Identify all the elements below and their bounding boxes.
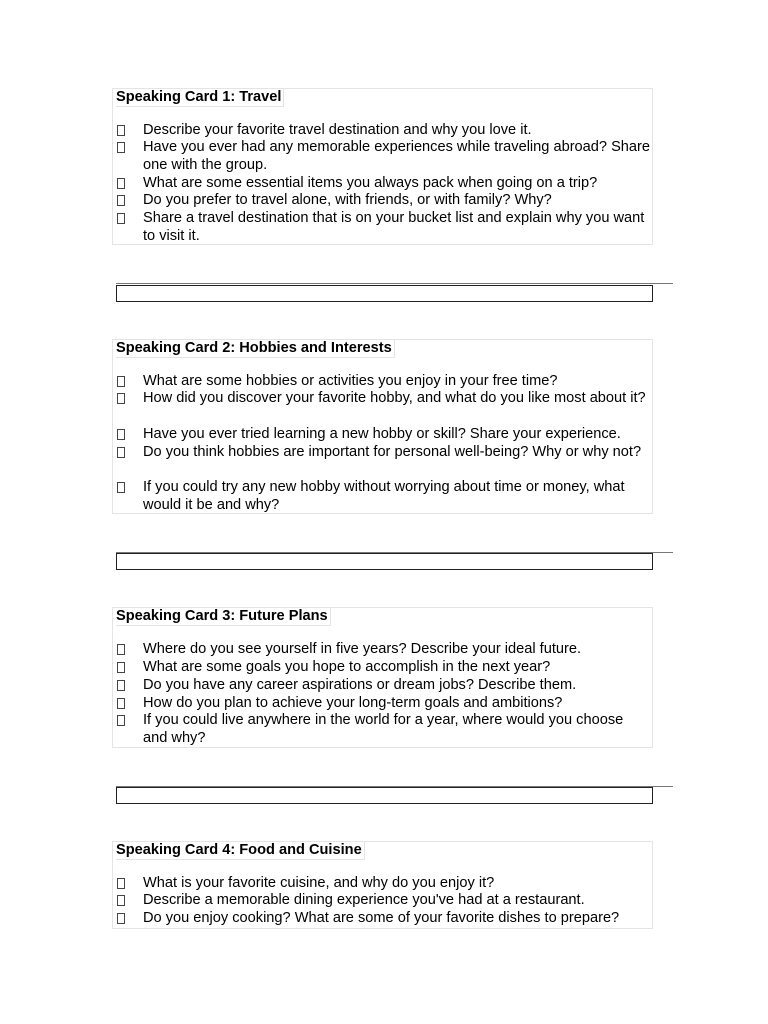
speaking-card-3 (112, 607, 653, 748)
item-text: Have you ever had any memorable experiences while traveling abroad? Share one with the group. (143, 139, 651, 173)
bullet-box-icon (117, 376, 125, 387)
item-text: Do you enjoy cooking? What are some of your favorite dishes to prepare? (143, 910, 620, 926)
bullet-box-icon (117, 680, 125, 691)
item-text: Describe a memorable dining experience you've had at a restaurant. (143, 892, 585, 908)
item-text: What are some essential items you always pack when going on a trip? (143, 175, 598, 191)
bullet-box-icon (117, 878, 125, 889)
item-text: How did you discover your favorite hobby, and what do you like most about it? (143, 390, 646, 406)
item-text: What is your favorite cuisine, and why do you enjoy it? (143, 875, 495, 891)
bullet-box-icon (117, 482, 125, 493)
bullet-box-icon (117, 213, 125, 224)
item-text: How do you plan to achieve your long-term goals and ambitions? (143, 695, 563, 711)
speaking-card-4 (112, 841, 653, 929)
bullet-box-icon (117, 644, 125, 655)
separator-line (116, 283, 673, 284)
item-text: If you could try any new hobby without worrying about time or money, what would it be and why? (143, 479, 625, 513)
item-text: Where do you see yourself in five years? Describe your ideal future. (143, 641, 582, 657)
item-text: Do you think hobbies are important for personal well-being? Why or why not? (143, 444, 642, 460)
bullet-box-icon (117, 429, 125, 440)
bullet-box-icon (117, 195, 125, 206)
card-title: Speaking Card 1: Travel (116, 89, 284, 107)
item-text: If you could live anywhere in the world for a year, where would you choose and why? (143, 712, 624, 746)
separator-box (116, 553, 653, 570)
bullet-box-icon (117, 662, 125, 673)
card-title: Speaking Card 4: Food and Cuisine (116, 842, 365, 860)
item-text: Have you ever tried learning a new hobby or skill? Share your experience. (143, 426, 621, 442)
bullet-box-icon (117, 913, 125, 924)
item-text: Share a travel destination that is on your bucket list and explain why you want to visit it. (143, 210, 645, 244)
card-title: Speaking Card 3: Future Plans (116, 608, 331, 626)
item-text: Describe your favorite travel destination and why you love it. (143, 122, 532, 138)
bullet-box-icon (117, 393, 125, 404)
bullet-box-icon (117, 715, 125, 726)
speaking-card-1 (112, 88, 653, 245)
item-text: What are some goals you hope to accomplish in the next year? (143, 659, 551, 675)
bullet-box-icon (117, 125, 125, 136)
bullet-box-icon (117, 895, 125, 906)
item-text: Do you have any career aspirations or dream jobs? Describe them. (143, 677, 577, 693)
item-text: What are some hobbies or activities you enjoy in your free time? (143, 373, 558, 389)
bullet-box-icon (117, 178, 125, 189)
bullet-box-icon (117, 698, 125, 709)
item-text: Do you prefer to travel alone, with friends, or with family? Why? (143, 192, 552, 208)
bullet-box-icon (117, 142, 125, 153)
speaking-card-2 (112, 339, 653, 514)
card-title: Speaking Card 2: Hobbies and Interests (116, 340, 395, 358)
bullet-box-icon (117, 447, 125, 458)
separator-box (116, 787, 653, 804)
separator-box (116, 285, 653, 302)
